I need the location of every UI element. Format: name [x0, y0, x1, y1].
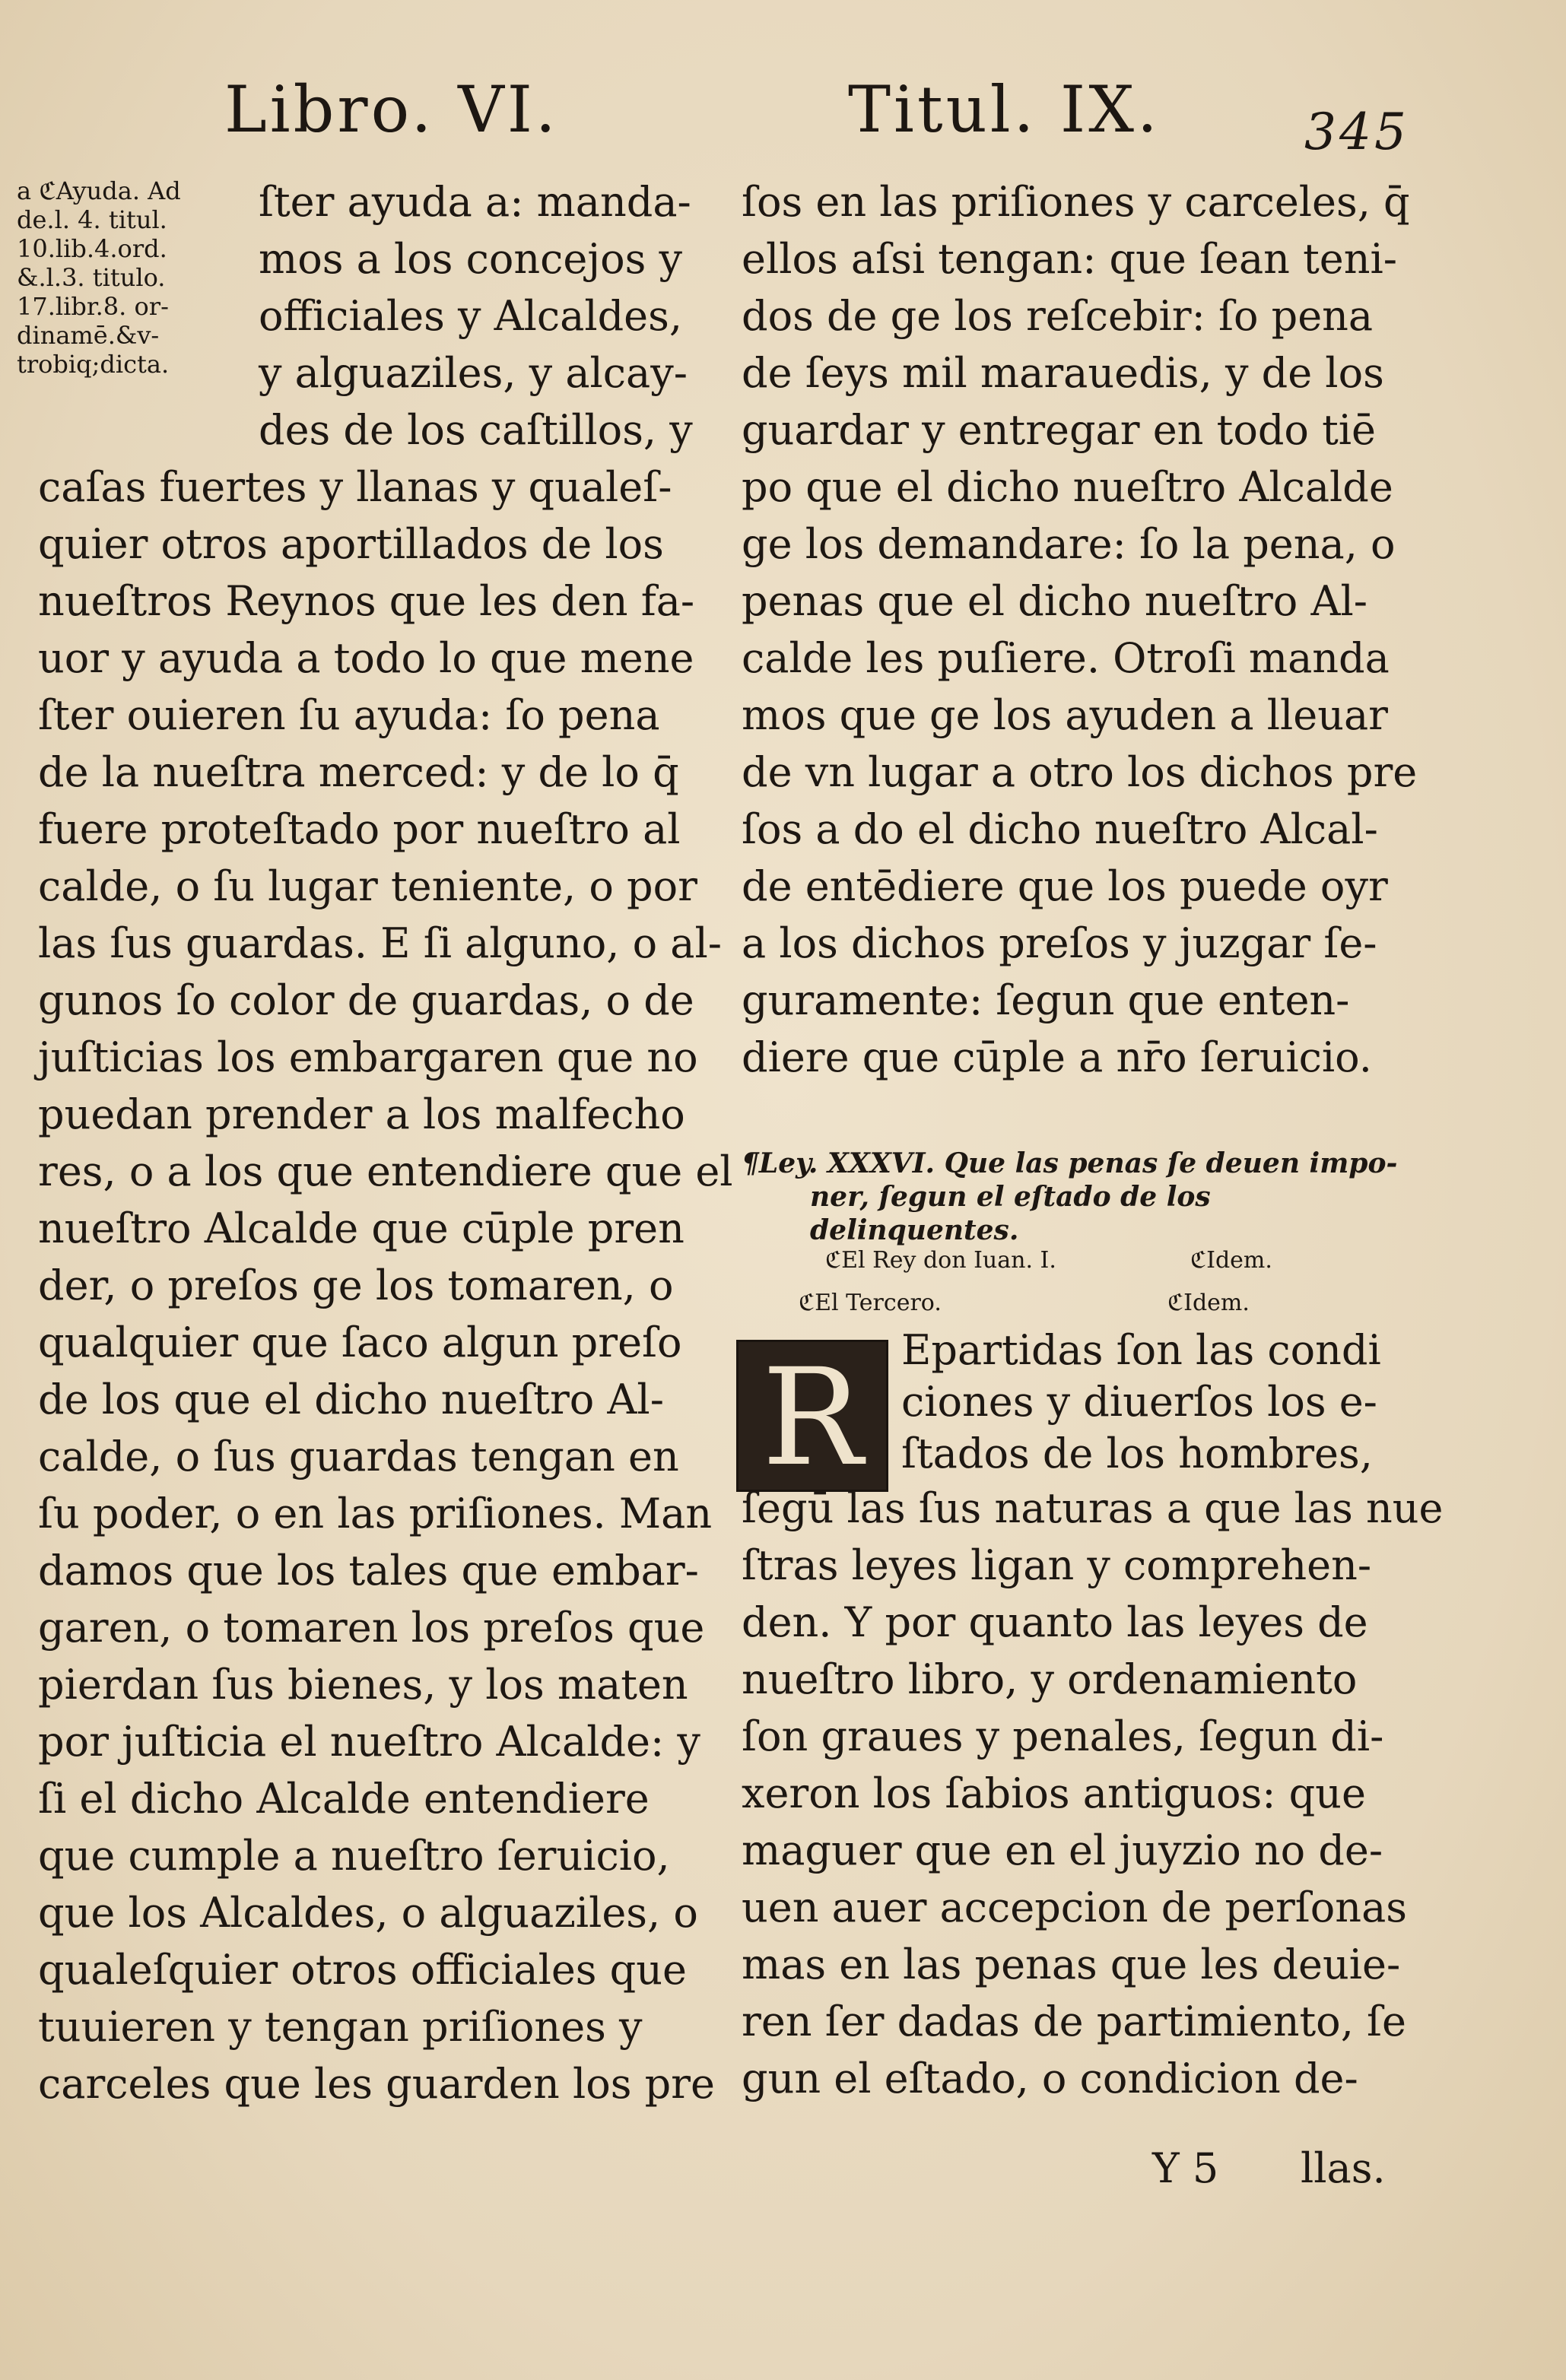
text-line: ren ſer dadas de partimiento, ſe [742, 1998, 1406, 2045]
marginal-note-line: 10.lib.4.ord. [17, 234, 167, 263]
decorated-initial [736, 1340, 888, 1496]
text-line: caſas fuertes y llanas y qualeſ- [38, 463, 672, 511]
initial-letter: R [761, 1340, 863, 1496]
text-line: po que el dicho nueſtro Alcalde [742, 463, 1393, 511]
text-line: a los dichos preſos y juzgar ſe- [742, 919, 1377, 967]
text-line: den. Y por quanto las leyes de [742, 1598, 1368, 1646]
text-line: gunos ſo color de guardas, o de [38, 976, 694, 1024]
text-line: penas que el dicho nueſtro Al- [742, 577, 1367, 625]
text-line: guramente: ſegun que enten- [742, 976, 1350, 1024]
marginal-note-line: &.l.3. titulo. [17, 263, 166, 292]
text-line: maguer que en el juyzio no de- [742, 1826, 1383, 1874]
text-line: xeron los ſabios antiguos: que [742, 1769, 1366, 1817]
text-line: gun el eſtado, o condicion de- [742, 2055, 1358, 2102]
text-line: mos a los concejos y [259, 235, 682, 283]
text-line: diere que cūple a nr̄o ſeruicio. [742, 1033, 1372, 1081]
text-line: juſticias los embargaren que no [38, 1033, 698, 1081]
ley-heading-line-1: ¶Ley. XXXVI. Que las penas ſe deuen impo- [742, 1147, 1398, 1179]
text-line: ſos en las priſiones y carceles, q̄ [742, 178, 1410, 226]
text-line: ſtras leyes ligan y comprehen- [742, 1541, 1372, 1589]
text-line: ge los demandare: ſo la pena, o [742, 520, 1396, 568]
reference-3: ℭEl Tercero. [799, 1290, 942, 1316]
text-line: ciones y diuerſos los e- [901, 1378, 1377, 1426]
text-line: des de los caſtillos, y [259, 406, 693, 454]
text-line: nueſtros Reynos que les den fa- [38, 577, 695, 625]
text-line: de vn lugar a otro los dichos pre [742, 748, 1418, 796]
reference-2: ℭIdem. [1190, 1247, 1272, 1274]
text-line: ſtados de los hombres, [901, 1430, 1373, 1477]
text-line: de entēdiere que los puede oyr [742, 862, 1388, 910]
text-line: calde, o ſus guardas tengan en [38, 1433, 679, 1480]
text-line: ſos a do el dicho nueſtro Alcal- [742, 805, 1378, 853]
page-number: 345 [1304, 103, 1409, 161]
text-line: officiales y Alcaldes, [259, 292, 683, 340]
text-line: que los Alcaldes, o alguaziles, o [38, 1889, 698, 1937]
text-line: mos que ge los ayuden a lleuar [742, 691, 1388, 739]
text-line: las ſus guardas. E ſi alguno, o al- [38, 919, 722, 967]
text-line: uen auer accepcion de perſonas [742, 1883, 1407, 1931]
text-line: pierdan ſus bienes, y los maten [38, 1661, 688, 1709]
left-column [38, 459, 733, 2112]
text-line: calde, o ſu lugar teniente, o por [38, 862, 697, 910]
text-line: y alguaziles, y alcay- [259, 349, 688, 397]
text-line: ſu poder, o en las priſiones. Man [38, 1490, 713, 1537]
marginal-note-line: a ℭAyuda. Ad [17, 176, 181, 205]
text-line: de los que el dicho nueſtro Al- [38, 1376, 664, 1423]
running-head-title: Titul. IX. [848, 72, 1161, 147]
ley-heading [742, 1147, 1411, 1247]
text-line: dos de ge los reſcebir: ſo pena [742, 292, 1374, 340]
text-line: carceles que les guarden los pre [38, 2060, 715, 2108]
ley-heading-line-2: ner, ſegun el eſtado de los delinquentes. [810, 1181, 1211, 1246]
marginal-note-line: trobiq;dicta. [17, 350, 170, 379]
text-line: fuere proteſtado por nueſtro al [38, 805, 681, 853]
text-line: por juſticia el nueſtro Alcalde: y [38, 1718, 700, 1766]
marginal-note-line: dinamē.&v- [17, 321, 160, 350]
text-line: quier otros aportillados de los [38, 520, 664, 568]
signature-mark: Y 5 [1152, 2144, 1219, 2192]
text-line: der, o preſos ge los tomaren, o [38, 1261, 674, 1309]
text-line: damos que los tales que embar- [38, 1547, 699, 1595]
text-line: qualeſquier otros officiales que [38, 1946, 687, 1994]
right-column-bottom [742, 1480, 1443, 2107]
text-line: ſter ouieren ſu ayuda: ſo pena [38, 691, 660, 739]
text-line: res, o a los que entendiere que el [38, 1147, 733, 1195]
catchword: llas. [1301, 2144, 1386, 2192]
text-line: uor y ayuda a todo lo que mene [38, 634, 694, 682]
text-line: que cumple a nueſtro ſeruicio, [38, 1832, 670, 1880]
text-line: garen, o tomaren los preſos que [38, 1604, 705, 1652]
right-column-top [742, 173, 1417, 1086]
running-head-book: Libro. VI. [224, 72, 559, 147]
text-line: ſon graues y penales, ſegun di- [742, 1712, 1384, 1760]
left-column-indented [259, 173, 693, 459]
text-line: ellos aſsi tengan: que ſean teni- [742, 235, 1398, 283]
text-line: ſter ayuda a: manda- [259, 178, 691, 226]
reference-1: ℭEl Rey don Iuan. I. [825, 1247, 1056, 1274]
marginal-note [17, 176, 222, 379]
text-line: calde les puſiere. Otroſi manda [742, 634, 1390, 682]
text-line: puedan prender a los malfecho [38, 1090, 685, 1138]
right-column-initial-lines [901, 1325, 1381, 1480]
text-line: mas en las penas que les deuie- [742, 1940, 1401, 1988]
text-line: de la nueſtra merced: y de lo q̄ [38, 748, 679, 796]
text-line: Epartidas ſon las condi [901, 1326, 1381, 1374]
text-line: tuuieren y tengan priſiones y [38, 2003, 643, 2051]
reference-4: ℭIdem. [1167, 1290, 1250, 1316]
text-line: guardar y entregar en todo tiē [742, 406, 1376, 454]
text-line: ſegū las ſus naturas a que las nue [742, 1484, 1444, 1532]
text-line: qualquier que ſaco algun preſo [38, 1319, 682, 1366]
text-line: de ſeys mil marauedis, y de los [742, 349, 1384, 397]
text-line: nueſtro libro, y ordenamiento [742, 1655, 1358, 1703]
marginal-note-line: de.l. 4. titul. [17, 205, 167, 234]
text-line: nueſtro Alcalde que cūple pren [38, 1204, 685, 1252]
marginal-note-line: 17.libr.8. or- [17, 292, 169, 321]
text-line: ſi el dicho Alcalde entendiere [38, 1775, 650, 1823]
